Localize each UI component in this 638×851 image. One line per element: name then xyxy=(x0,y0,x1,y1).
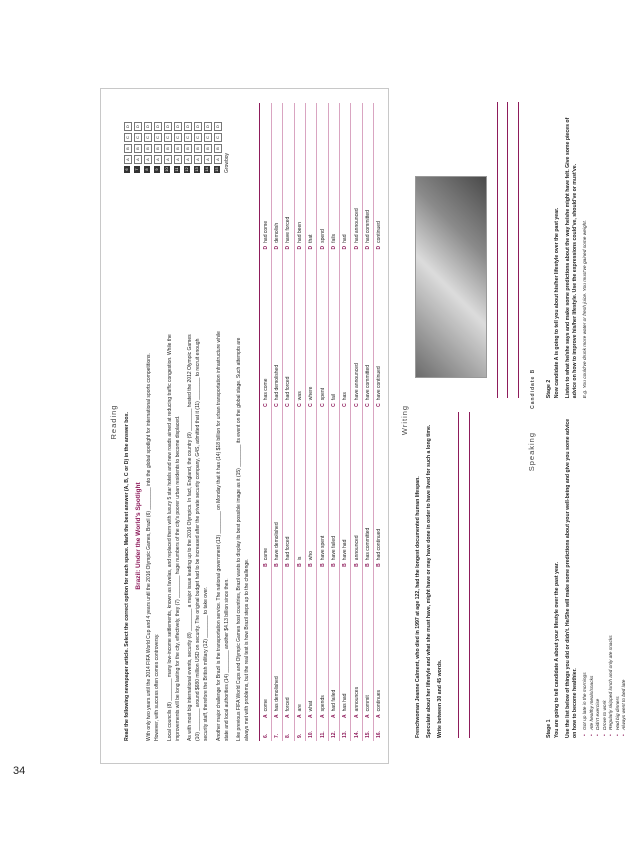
option-a[interactable]: Acome xyxy=(260,570,271,721)
answer-bubble[interactable]: C xyxy=(134,133,142,142)
option-a[interactable]: Aspends xyxy=(317,570,328,721)
answer-bubble[interactable]: D xyxy=(144,122,152,131)
answer-bubble[interactable]: D xyxy=(184,122,192,131)
writing-paragraph-2: Speculate about her lifestyle and what she must have, might have or may have done in order to have lived for such a long time. xyxy=(426,424,433,738)
option-a[interactable]: Aforced xyxy=(283,570,294,721)
answer-bubble[interactable]: C xyxy=(194,133,202,142)
article-title: Brazil: Under the World's Spotlight xyxy=(135,482,143,590)
reading-instruction: Read the following newspaper article. Select the correct option for each space. Mark the best answer (A, B, C or D) in the answer box. xyxy=(124,412,130,741)
answer-bubble[interactable]: C xyxy=(144,133,152,142)
stage-2-title: Stage 2 xyxy=(545,379,552,399)
option-b[interactable]: Bhave demolished xyxy=(271,410,282,570)
answer-row-number: 7 xyxy=(134,166,140,173)
answer-row-number: 12 xyxy=(184,167,189,172)
question-number: 11. xyxy=(317,721,328,741)
answer-bubble[interactable]: B xyxy=(184,144,192,153)
writing-line[interactable] xyxy=(498,102,509,398)
lifestyle-item: • Ate healthy meals/snacks xyxy=(590,412,597,730)
writing-line[interactable] xyxy=(459,412,470,738)
option-row xyxy=(283,103,294,741)
example-text: E.g. You could've drunk more water or fresh juice. You must've gained some weight. xyxy=(583,220,589,399)
lifestyle-item: • Had big dinners xyxy=(616,412,623,730)
answer-bubble[interactable]: A xyxy=(164,155,172,164)
article-paragraph-2: Local councils (8) ________ many low-income settlements, known as favelas, and replaced them with luxury 5 star hotels and new roads aimed at reducing traffic congestion. While the improvements will be long lasting for the city, effectively, they (7) ________ huge numbers of the city's poorer urban residents to become displaced. xyxy=(166,334,181,741)
stage-1-text: You are going to tell candidate A about your lifestyle over the past year. xyxy=(553,562,560,738)
answer-bubble[interactable]: A xyxy=(204,155,212,164)
option-c[interactable]: Chas xyxy=(340,252,351,409)
option-c[interactable]: Cfail xyxy=(328,252,339,409)
answer-bubble[interactable]: B xyxy=(204,144,212,153)
option-c[interactable]: Cspent xyxy=(317,252,328,409)
option-d[interactable]: Dhad committed xyxy=(362,103,373,252)
answer-row-number: 11 xyxy=(174,167,179,172)
option-row xyxy=(271,103,282,741)
reading-content xyxy=(101,89,390,765)
reading-title: Reading xyxy=(109,404,118,440)
answer-bubble[interactable]: B xyxy=(124,144,132,153)
option-row xyxy=(305,103,316,741)
stage-1-text-2: Use the list below of things you did or didn't. He/She will make some predictions about your well-being and give you some advice on how to become healthier. xyxy=(564,418,578,738)
answer-bubble[interactable]: D xyxy=(214,122,222,131)
reading-page xyxy=(100,88,389,764)
answer-row-number: 15 xyxy=(214,167,219,172)
answer-bubble[interactable]: D xyxy=(134,122,142,131)
question-number: 10. xyxy=(305,721,316,741)
options-table xyxy=(259,103,384,741)
answer-bubble[interactable]: A xyxy=(154,155,162,164)
option-b[interactable]: Bhave spent xyxy=(317,410,328,570)
answer-row-number: 8 xyxy=(144,166,150,173)
reading-article xyxy=(124,331,255,741)
page-number: 34 xyxy=(13,765,26,777)
lifestyle-item: • Got up late in the mornings xyxy=(583,412,590,730)
option-row xyxy=(362,103,373,741)
answer-bubble[interactable]: B xyxy=(144,144,152,153)
writing-line[interactable] xyxy=(487,102,498,398)
question-number: 13. xyxy=(340,721,351,741)
answer-row-number: 9 xyxy=(154,166,160,173)
answer-bubble[interactable]: B xyxy=(194,144,202,153)
question-number: 8. xyxy=(283,721,294,741)
answer-row xyxy=(124,103,132,173)
answer-bubble[interactable]: C xyxy=(214,133,222,142)
question-number: 15. xyxy=(362,721,373,741)
option-row xyxy=(340,103,351,741)
lifestyle-item: • Always went to bed late xyxy=(622,412,629,730)
option-row xyxy=(260,103,271,741)
article-paragraph-5: Like previous FIFA World Cups and Olympic Games host countries, Brazil wants to display its best possible image as it (15) ________ its event on the global stage. Such attempts are always met with problems, but the real test is how Brazil steps up to the challenge. xyxy=(236,337,251,741)
option-d[interactable]: Dhad come xyxy=(260,103,271,252)
option-c[interactable]: Chave announced xyxy=(351,252,362,409)
option-a[interactable]: Aannounces xyxy=(351,570,362,721)
answer-row xyxy=(144,103,152,173)
question-number: 7. xyxy=(271,721,282,741)
answer-bubble[interactable]: B xyxy=(174,144,182,153)
answer-bubble[interactable]: A xyxy=(184,155,192,164)
option-a[interactable]: Acontinues xyxy=(374,570,385,721)
option-a[interactable]: Ahas had xyxy=(340,570,351,721)
answer-row xyxy=(134,103,142,173)
answer-box-label: Growboy xyxy=(224,152,230,173)
option-a[interactable]: Awhat xyxy=(305,570,316,721)
option-row xyxy=(317,103,328,741)
answer-bubble[interactable]: B xyxy=(164,144,172,153)
option-a[interactable]: Ahad failed xyxy=(328,570,339,721)
option-row xyxy=(374,103,385,741)
candidate-label: Candidate B xyxy=(529,368,536,409)
answer-bubble[interactable]: C xyxy=(124,133,132,142)
answer-row xyxy=(194,103,202,173)
option-d[interactable]: Dhad announced xyxy=(351,103,362,252)
answer-bubble[interactable]: D xyxy=(204,122,212,131)
answer-bubble[interactable]: D xyxy=(164,122,172,131)
answer-bubble[interactable]: C xyxy=(184,133,192,142)
answer-row xyxy=(174,103,182,173)
stage-1-title: Stage 1 xyxy=(545,719,552,738)
stage-2-text: Now candidate A is going to tell you about his/her lifestyle over the past year. xyxy=(553,207,560,399)
answer-row-number: 13 xyxy=(194,167,199,172)
option-c[interactable]: Cwas xyxy=(294,252,305,409)
option-row xyxy=(328,103,339,741)
option-c[interactable]: Chave committed xyxy=(362,252,373,409)
article-paragraph-1: With only two years until the 2014 FIFA World Cup and 4 years until the 2016 Olympic Games, Brazil (6) ________ into the global spotlight for international sports competitions. However, with success often comes controversy. xyxy=(146,353,161,741)
elderly-woman-photo xyxy=(415,176,487,378)
question-number: 12. xyxy=(328,721,339,741)
answer-bubble[interactable]: D xyxy=(154,122,162,131)
answer-row xyxy=(164,103,172,173)
option-d[interactable]: Dspend xyxy=(317,103,328,252)
option-b[interactable]: Bcame xyxy=(260,410,271,570)
answer-bubble[interactable]: A xyxy=(124,155,132,164)
answer-bubble[interactable]: A xyxy=(174,155,182,164)
option-row xyxy=(294,103,305,741)
speaking-title: Speaking xyxy=(526,432,536,472)
answer-bubble[interactable]: A xyxy=(134,155,142,164)
answer-bubble[interactable]: D xyxy=(124,122,132,131)
option-b[interactable]: Bhave had xyxy=(340,410,351,570)
writing-title: Writing xyxy=(400,404,409,436)
option-b[interactable]: Bhad continued xyxy=(374,410,385,570)
option-row xyxy=(351,103,362,741)
answer-bubble[interactable]: A xyxy=(194,155,202,164)
question-number: 14. xyxy=(351,721,362,741)
article-paragraph-4: Another major challenge for Brazil is the transportation service. The national government (13) ________ on Monday that it has (14) $18 billion for urban transportation infrastructure while state and local authorities (14) ________ another $4.13 billion since then. xyxy=(215,331,230,741)
writing-speaking-page xyxy=(392,88,638,764)
option-d[interactable]: Dthat xyxy=(305,103,316,252)
answer-bubble[interactable]: B xyxy=(154,144,162,153)
option-a[interactable]: Ahas demolished xyxy=(271,570,282,721)
answer-bubble[interactable]: B xyxy=(214,144,222,153)
writing-line[interactable] xyxy=(508,102,519,398)
answer-bubble[interactable]: D xyxy=(194,122,202,131)
answer-row-number: 6 xyxy=(124,166,130,173)
answer-bubble[interactable]: A xyxy=(214,155,222,164)
answer-row xyxy=(204,103,212,173)
option-c[interactable]: Chad demolished xyxy=(271,252,282,409)
answer-bubble[interactable]: D xyxy=(174,122,182,131)
lifestyle-item: • Didn't exercise xyxy=(596,412,603,730)
answer-bubble[interactable]: C xyxy=(154,133,162,142)
option-d[interactable]: Dhad been xyxy=(294,103,305,252)
option-d[interactable]: Dcontinued xyxy=(374,103,385,252)
option-c[interactable]: Chave continued xyxy=(374,252,385,409)
option-b[interactable]: Bwho xyxy=(305,410,316,570)
option-c[interactable]: Chas come xyxy=(260,252,271,409)
question-number: 16. xyxy=(374,721,385,741)
speaking-header xyxy=(527,102,536,738)
option-b[interactable]: Bis xyxy=(294,410,305,570)
option-d[interactable]: Dhad xyxy=(340,103,351,252)
option-a[interactable]: Acommit xyxy=(362,570,373,721)
option-b[interactable]: Bhas committed xyxy=(362,410,373,570)
answer-box xyxy=(124,103,255,173)
option-b[interactable]: Bannounced xyxy=(351,410,362,570)
option-c[interactable]: Cwhere xyxy=(305,252,316,409)
question-number: 9. xyxy=(294,721,305,741)
option-d[interactable]: Dfails xyxy=(328,103,339,252)
answer-row xyxy=(214,103,222,173)
question-number: 6. xyxy=(260,721,271,741)
answer-row xyxy=(154,103,162,173)
option-b[interactable]: Bhad forced xyxy=(283,410,294,570)
writing-paragraph-1: Frenchwoman Jeanne Calment, who died in 1997 at age 122, had the longest documented human lifespan. xyxy=(415,476,421,738)
lifestyle-item: • Drove to work xyxy=(603,412,610,730)
answer-bubble[interactable]: B xyxy=(134,144,142,153)
writing-speaking-content xyxy=(392,88,636,764)
option-b[interactable]: Bhave failed xyxy=(328,410,339,570)
answer-bubble[interactable]: A xyxy=(144,155,152,164)
answer-row xyxy=(184,103,192,173)
option-c[interactable]: Chad forced xyxy=(283,252,294,409)
option-d[interactable]: Ddemolish xyxy=(271,103,282,252)
writing-paragraph-3: Write between 30 and 45 words. xyxy=(437,659,444,738)
option-a[interactable]: Aare xyxy=(294,570,305,721)
lifestyle-list xyxy=(583,412,629,738)
answer-bubble[interactable]: C xyxy=(164,133,172,142)
lifestyle-item: • Regularly skipped lunch and only ate snacks xyxy=(609,412,616,730)
answer-row-number: 10 xyxy=(164,167,169,172)
writing-line[interactable] xyxy=(449,412,460,738)
stage-2-text-2: Listen to what he/she says and make some predictions about the way he/she might have felt. Give some pieces of advice on how to improve his/her lifestyle. Use the expressions could've, should've or must've. xyxy=(564,117,578,399)
article-paragraph-3: As with most big international events, security (8) ________ a major issue leading up to the 2016 Olympics. In fact, England, the country (9) ________ hosted the 2012 Olympic Games (10) ________ around $680 million USD on security. The original budget had to be increased after the private security company, G4S, admitted that it (11) ________ to recruit enough security staff, therefore the British military (12) ________ to take over. xyxy=(187,334,210,741)
answer-bubble[interactable]: C xyxy=(174,133,182,142)
answer-bubble[interactable]: C xyxy=(204,133,212,142)
option-d[interactable]: Dhave forced xyxy=(283,103,294,252)
answer-row-number: 14 xyxy=(204,167,209,172)
